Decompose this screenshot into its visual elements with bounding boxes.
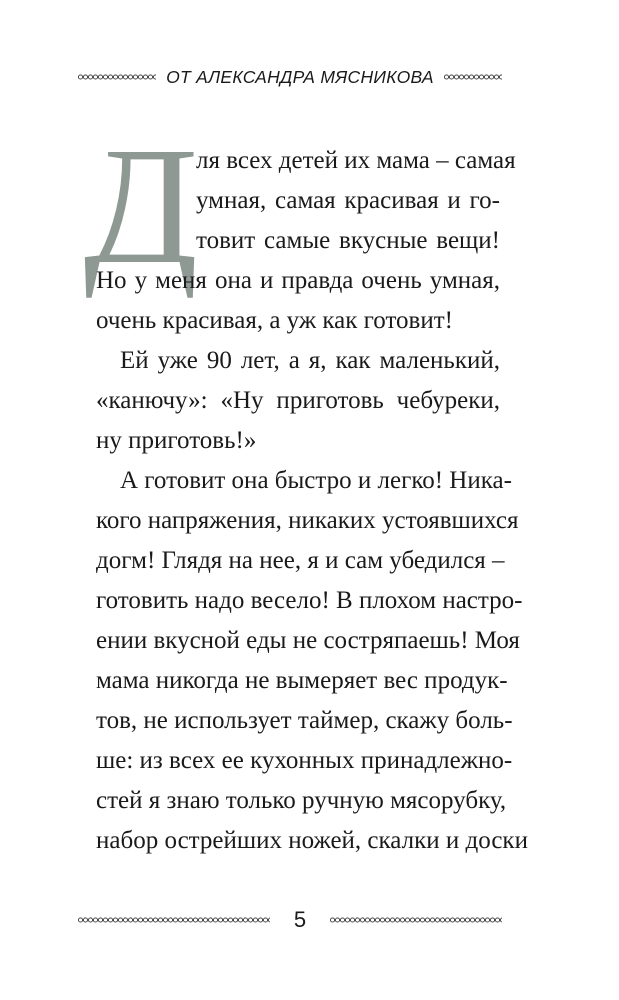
text-line: А готовит она быстро и легко! Ника- [120, 467, 512, 494]
text-line: набор острейших ножей, скалки и доски [96, 827, 528, 854]
text-line: готовить надо весело! В плохом настро- [96, 587, 523, 614]
text-line: стей я знаю только ручную мясорубку, [96, 787, 507, 814]
dropcap-glyph: Д [83, 113, 199, 299]
running-header [78, 64, 502, 90]
text-line: «канючу»: «Ну приготовь чебуреки, [96, 387, 500, 414]
text-line: догм! Глядя на нее, я и сам убедился – [96, 547, 505, 574]
page-number: 5 [293, 907, 307, 932]
text-line: Но у меня она и правда очень умная, [96, 267, 500, 294]
dropcap-letter [83, 113, 199, 299]
right-footer-ornament-divider [330, 916, 502, 924]
text-line: Ей уже 90 лет, а я, как маленький, [120, 347, 500, 374]
right-ornament-divider [444, 73, 502, 81]
left-ornament-divider [78, 73, 156, 81]
text-line: мама никогда не вымеряет вес продук- [96, 667, 508, 694]
text-line: ении вкусной еды не состряпаешь! Моя [96, 627, 520, 654]
text-line: кого напряжения, никаких устоявшихся [96, 507, 519, 534]
left-footer-ornament-divider [78, 916, 270, 924]
text-line: тов, не использует таймер, скажу боль- [96, 707, 513, 734]
page-footer [78, 905, 502, 935]
text-line: ше: из всех ее кухонных принадлежно- [96, 747, 513, 774]
text-line: ну приготовь!» [96, 427, 257, 454]
header-title: ОТ АЛЕКСАНДРА МЯСНИКОВА [166, 66, 434, 87]
text-line: умная, самая красивая и го- [196, 187, 500, 214]
text-line: очень красивая, а уж как готовит! [96, 307, 453, 334]
text-line: товит самые вкусные вещи! [196, 227, 500, 254]
text-line: ля всех детей их мама – самая [196, 147, 516, 174]
